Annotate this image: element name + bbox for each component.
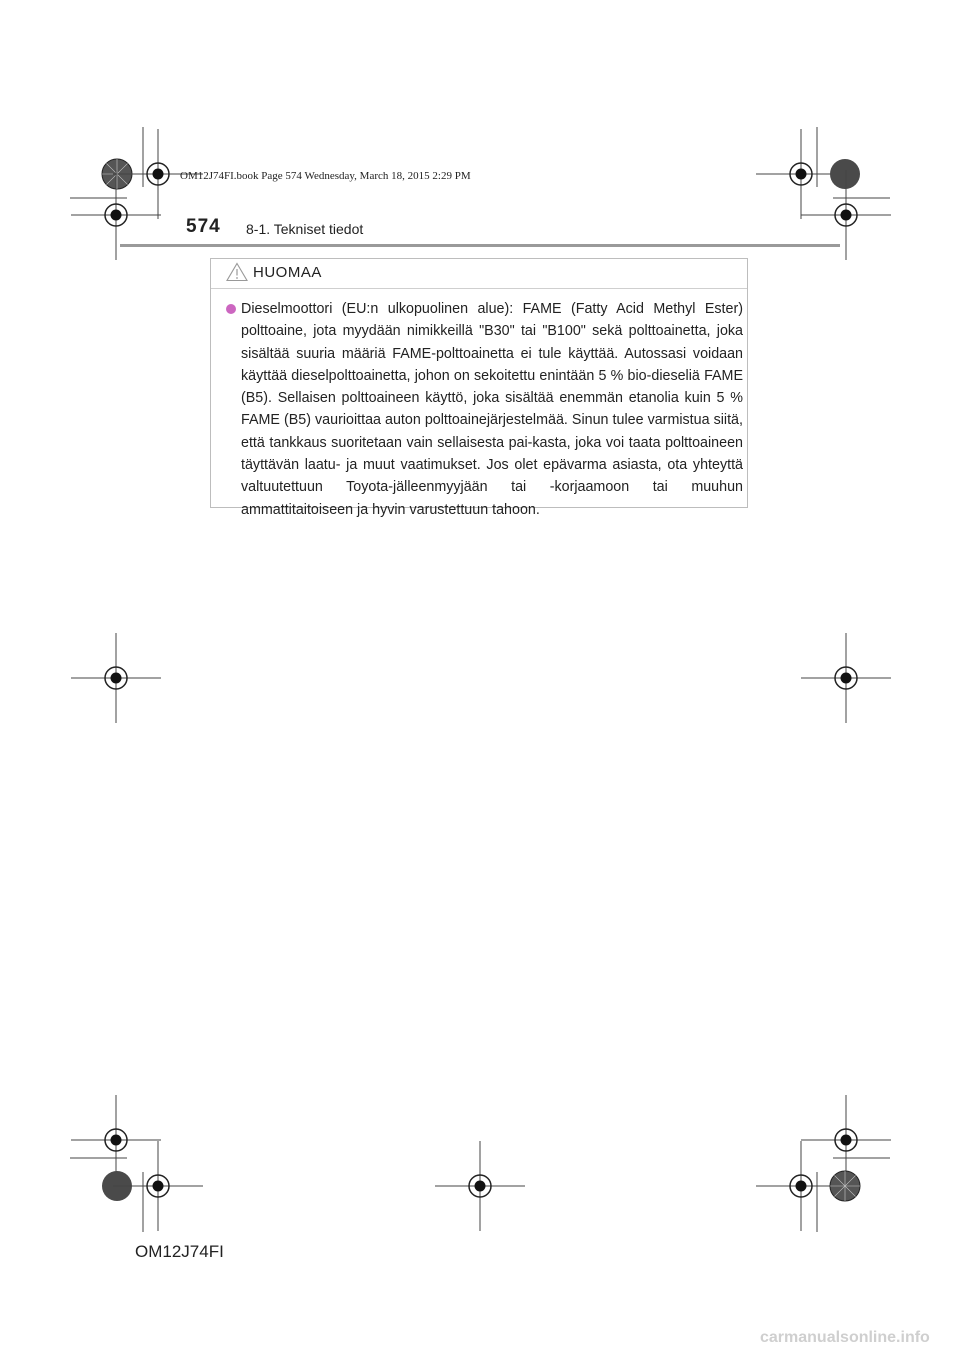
watermark: carmanualsonline.info: [760, 1329, 930, 1346]
wheel-mark-bottom-right: [830, 1171, 860, 1201]
notice-header: [211, 259, 747, 289]
section-title: 8-1. Tekniset tiedot: [246, 221, 364, 237]
document-code: OM12J74FI: [135, 1242, 224, 1261]
crosshair-mark-mid-left: [71, 633, 161, 723]
header-rule: [120, 244, 840, 247]
crosshair-mark-mid-right: [801, 633, 891, 723]
notice-text: Dieselmoottori (EU:n ulkopuolinen alue): FAME (Fatty Acid Methyl Ester) polttoaine, jota myydään nimikkeillä "B30" tai "B100" sekä polttoainetta, joka sisältää suuria määriä FAME-polttoainetta ei tule käyttää. Autossasi voidaan käyttää dieselpolttoainetta, johon on sekoitettu enintään 5 % bio-dieseliä FAME (B5). Sellaisen polttoaineen käyttö, joka sisältää enemmän etanolia kuin 5 % FAME (B5) vaurioittaa auton polttoainejärjestelmää. Sinun tulee varmistua siitä, että tankkaus suoritetaan vain sellaisesta pai-kasta, joka voi taata polttoaineen täyttävän laatu- ja muut vaatimukset. Jos olet epävarma asiasta, ota yhteyttä valtuutettuun Toyota-jälleenmyyjään tai -korjaamoon tai muuhun ammattitaitoiseen ja hyvin varustettuun tahoon.: [241, 301, 743, 518]
print-info: OM12J74FI.book Page 574 Wednesday, March 18, 2015 2:29 PM: [180, 170, 471, 182]
crosshair-mark-bottom-left: [113, 1141, 203, 1231]
disc-mark-top-right: [830, 159, 860, 189]
crosshair-mark-bottom-center: [435, 1141, 525, 1231]
notice-box: [210, 258, 748, 518]
bullet-icon: [226, 304, 236, 314]
page-number: 574: [186, 216, 221, 237]
warning-triangle-icon: [226, 262, 248, 282]
notice-title: HUOMAA: [253, 264, 322, 281]
crop-line-top-left: [70, 127, 143, 198]
